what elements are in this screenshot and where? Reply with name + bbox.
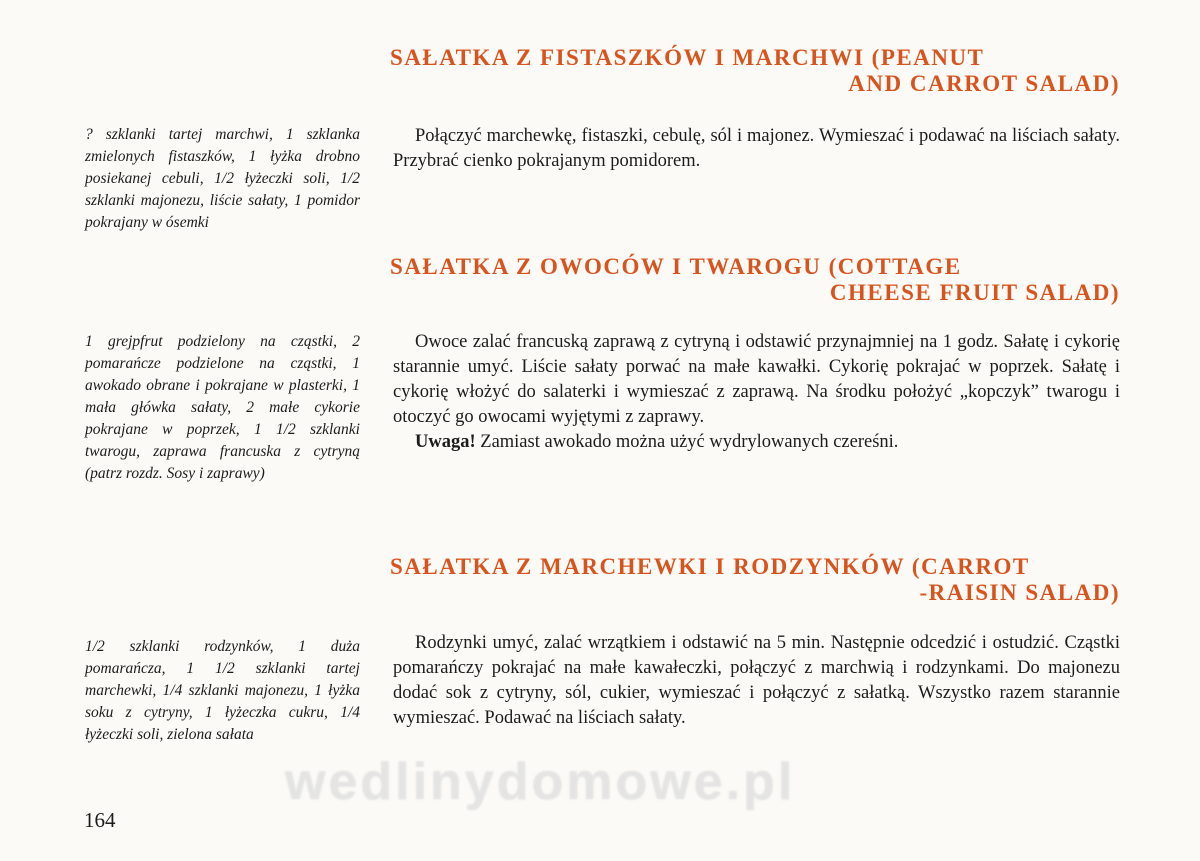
instructions-paragraph: Rodzynki umyć, zalać wrzątkiem i odstawić na 5 min. Następnie odcedzić i ostudzić. Cząstki pomarańczy pokrajać na małe kawałeczki, połączyć z marchwią i rodzynkami. Do majonezu dodać sok z cytryny, sól, cukier, wymieszać i połączyć z sałatką. Wszystko razem starannie wymieszać. Podawać na liściach sałaty. (393, 633, 1120, 728)
instructions-paragraph: Połączyć marchewkę, fistaszki, cebulę, sól i majonez. Wymieszać i podawać na liściach sałaty. Przybrać cienko pokrajanym pomidorem. (393, 126, 1120, 171)
instructions-cottage-cheese-fruit (393, 330, 1120, 455)
instructions-peanut-carrot (393, 124, 1120, 174)
title-line-2: AND CARROT SALAD) (848, 71, 1120, 96)
ingredients-carrot-raisin: 1/2 szklanki rodzynków, 1 duża pomarańcza, 1 1/2 szklanki tartej marchewki, 1/4 szklanki majonezu, 1 łyżka soku z cytryny, 1 łyżeczka cukru, 1/4 łyżeczki soli, zielona sałata (85, 638, 360, 743)
title-line-1: SAŁATKA Z FISTASZKÓW I MARCHWI (PEANUT (390, 45, 985, 70)
note-paragraph (393, 430, 1120, 455)
instructions-paragraph: Owoce zalać francuską zaprawą z cytryną i odstawić przynajmniej na 1 godz. Sałatę i cykorię starannie umyć. Liście sałaty porwać na małe kawałki. Cykorię pokrajać w poprzek. Sałatę i cykorię włożyć do salaterki i wymieszać z zaprawą. Na środku położyć „kopczyk” twarogu i otoczyć go owocami wyjętymi z zaprawy. (393, 332, 1120, 427)
title-line-1: SAŁATKA Z MARCHEWKI I RODZYNKÓW (CARROT (390, 554, 1030, 579)
watermark: wedlinydomowe.pl (285, 753, 796, 811)
ingredients-cottage-cheese-fruit: 1 grejpfrut podzielony na cząstki, 2 pomarańcze podzielone na cząstki, 1 awokado obrane i pokrajane w plasterki, 1 mała główka sałaty, 2 małe cykorie pokrajane w poprzek, 1 1/2 szklanki twarogu, zaprawa francuska z cytryną (patrz rozdz. Sosy i zaprawy) (85, 333, 360, 482)
recipe-title-peanut-carrot (390, 45, 1120, 97)
ingredients-peanut-carrot: ? szklanki tartej marchwi, 1 szklanka zmielonych fistaszków, 1 łyżka drobno posiekanej cebuli, 1/2 łyżeczki soli, 1/2 szklanki majonezu, liście sałaty, 1 pomidor pokrajany w ósemki (85, 126, 360, 231)
recipe-title-cottage-cheese-fruit (390, 254, 1120, 306)
instructions-carrot-raisin (393, 631, 1120, 731)
note-label: Uwaga! (415, 432, 476, 452)
title-line-2: -RAISIN SALAD) (919, 580, 1120, 605)
recipe-title-carrot-raisin (390, 554, 1120, 606)
title-line-1: SAŁATKA Z OWOCÓW I TWAROGU (COTTAGE (390, 254, 962, 279)
title-line-2: CHEESE FRUIT SALAD) (829, 280, 1120, 305)
page-number: 164 (84, 808, 116, 832)
note-text: Zamiast awokado można użyć wydrylowanych czereśni. (475, 432, 899, 452)
